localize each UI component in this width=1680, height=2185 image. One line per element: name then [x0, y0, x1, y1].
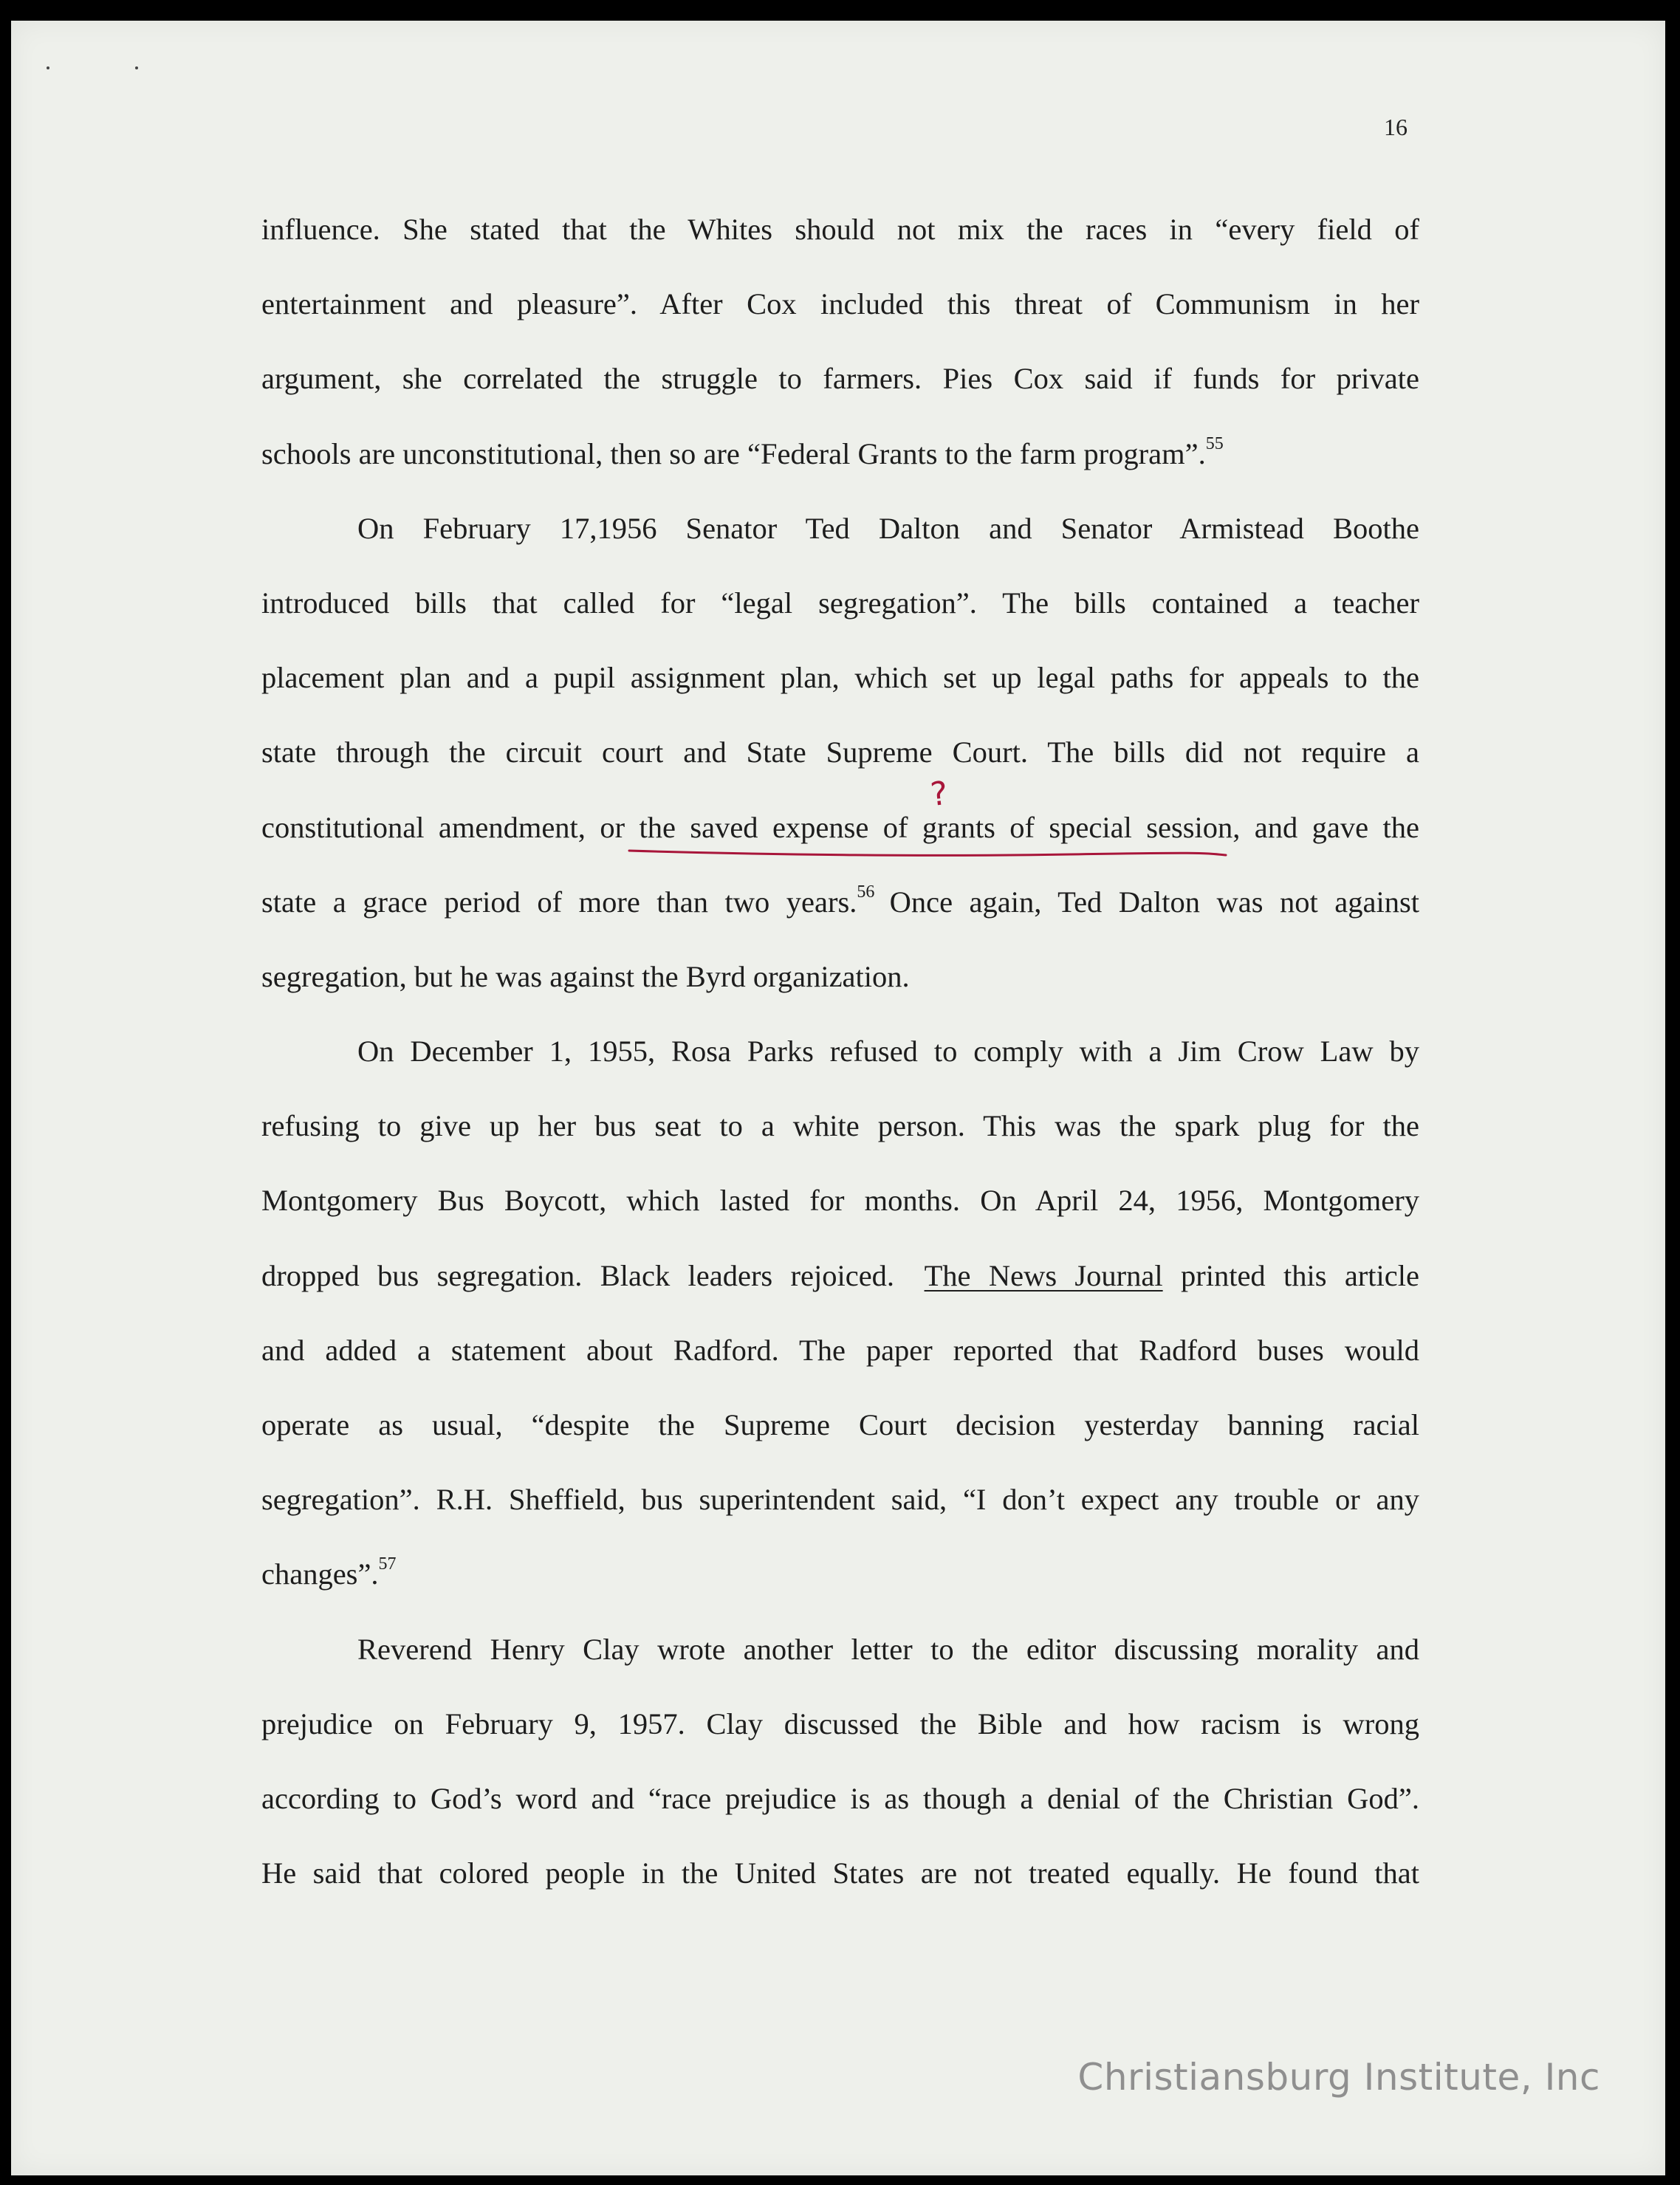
text-line: On December 1, 1955, Rosa Parks refused to comply with a Jim Crow Law by [357, 1035, 1419, 1069]
footnote-ref: 56 [857, 882, 875, 902]
text-line: constitutional amendment, or the saved expense of grants of special session, and gave the [261, 810, 1419, 844]
text-line [261, 416, 1419, 491]
body-text [261, 192, 1419, 1910]
text-line: refusing to give up her bus seat to a white person. This was the spark plug for the [261, 1109, 1419, 1143]
speck-mark [47, 66, 49, 69]
text-line: Montgomery Bus Boycott, which lasted for months. On April 24, 1956, Montgomery [261, 1184, 1419, 1218]
text-line: introduced bills that called for “legal segregation”. The bills contained a teacher [261, 586, 1419, 620]
speck-mark [135, 66, 138, 69]
text-line: segregation, but he was against the Byrd organization. [261, 959, 910, 993]
text-segment: printed this article [1180, 1258, 1419, 1292]
text-line: placement plan and a pupil assignment plan, which set up legal paths for appeals to the [261, 661, 1419, 695]
text-line: state through the circuit court and State Supreme Court. The bills did not require a [261, 735, 1419, 769]
text-segment: dropped bus segregation. Black leaders rejoiced. [261, 1258, 895, 1292]
text-line: and added a statement about Radford. The paper reported that Radford buses would [261, 1333, 1419, 1367]
text-segment: Once again, Ted Dalton was not against [889, 885, 1419, 919]
text-line: segregation”. R.H. Sheffield, bus superintendent said, “I don’t expect any trouble or any [261, 1483, 1419, 1517]
text-line: On February 17,1956 Senator Ted Dalton and Senator Armistead Boothe [357, 511, 1419, 545]
handwritten-underline [628, 846, 1227, 858]
text-line: influence. She stated that the Whites should not mix the races in “every field of [261, 213, 1419, 246]
watermark: Christiansburg Institute, Inc [1077, 2056, 1600, 2099]
text-line [261, 1238, 1419, 1313]
text-segment: changes”. [261, 1557, 379, 1591]
text-line: according to God’s word and “race prejudice is as though a denial of the Christian God”. [261, 1781, 1419, 1815]
text-line [261, 1537, 1419, 1611]
text-line: entertainment and pleasure”. After Cox included this threat of Communism in her [261, 287, 1419, 321]
text-line: operate as usual, “despite the Supreme Court decision yesterday banning racial [261, 1408, 1419, 1441]
text-line: Reverend Henry Clay wrote another letter to the editor discussing morality and [357, 1632, 1419, 1666]
page-number: 16 [1384, 114, 1408, 140]
footnote-ref: 55 [1205, 433, 1224, 453]
text-line: He said that colored people in the United States are not treated equally. He found that [261, 1856, 1419, 1890]
handwritten-question-mark: ? [928, 774, 950, 814]
text-line: prejudice on February 9, 1957. Clay discussed the Bible and how racism is wrong [261, 1707, 1419, 1740]
text-line: argument, she correlated the struggle to farmers. Pies Cox said if funds for private [261, 362, 1419, 396]
text-segment: schools are unconstitutional, then so are “Federal Grants to the farm program”. [261, 436, 1206, 470]
footnote-ref: 57 [378, 1554, 397, 1574]
text-segment: state a grace period of more than two years. [261, 885, 857, 919]
newspaper-title: The News Journal [924, 1258, 1163, 1292]
text-line [261, 865, 1419, 939]
